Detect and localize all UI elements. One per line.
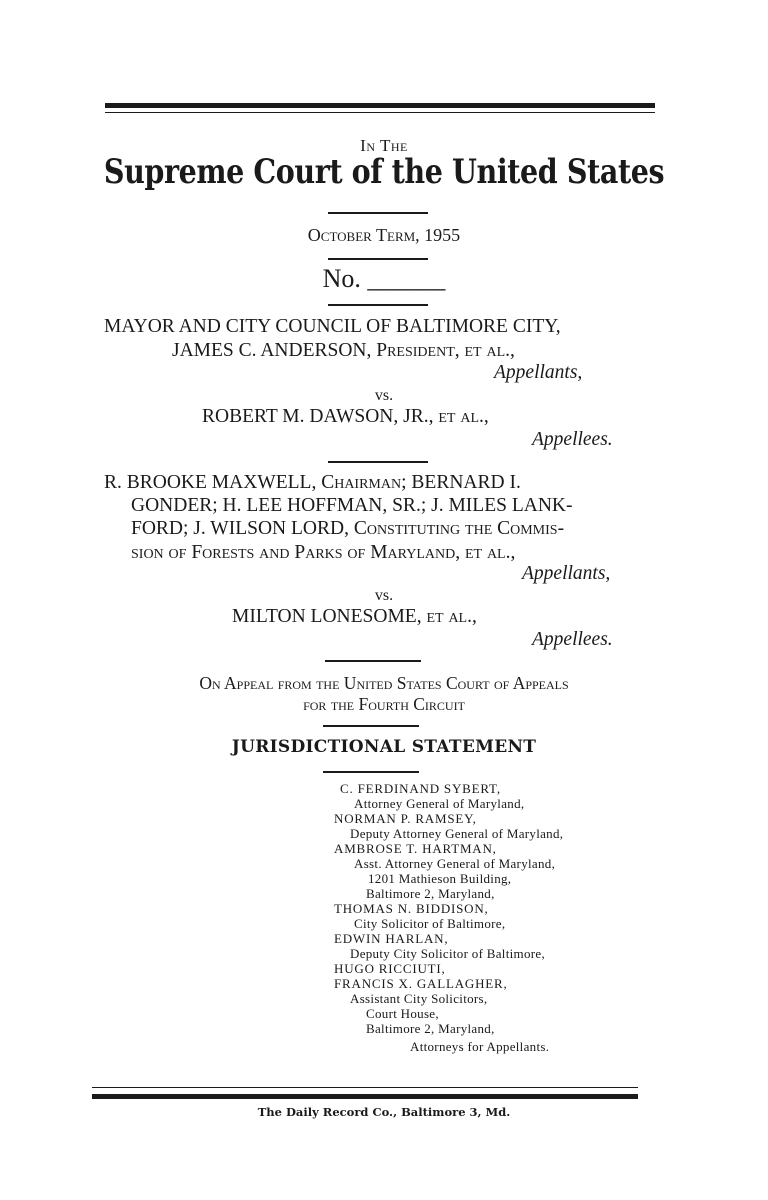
case2-appellee-name: MILTON LONESOME, <box>232 606 427 627</box>
attorney-title: Assistant City Solicitors, <box>350 991 488 1006</box>
attorneys-for: Attorneys for Appellants. <box>410 1039 550 1054</box>
case1-appellees <box>202 405 489 428</box>
appeal-line1: On Appeal from the United States Court of Appeals <box>199 673 569 693</box>
attorney-title: Attorney General of Maryland, <box>354 796 525 811</box>
attorney-address: Baltimore 2, Maryland, <box>366 1021 495 1036</box>
case1-appellee-name: ROBERT M. DAWSON, JR., <box>202 406 439 427</box>
printer-footer: The Daily Record Co., Baltimore 3, Md. <box>257 1105 511 1119</box>
case1-appellants-line1: MAYOR AND CITY COUNCIL OF BALTIMORE CITY, <box>104 316 561 337</box>
case1-appellee-suffix: et al., <box>438 406 489 427</box>
attorney-name: NORMAN P. RAMSEY, <box>334 811 477 826</box>
case1-appellant-title: President, et al., <box>376 340 515 361</box>
attorney-title: Asst. Attorney General of Maryland, <box>354 856 556 871</box>
case2-appellees <box>232 605 477 628</box>
case2-lord: FORD; J. WILSON LORD, <box>131 518 354 539</box>
case2-appellee-suffix: et al., <box>426 606 477 627</box>
attorney-name: C. FERDINAND SYBERT, <box>340 781 501 796</box>
attorney-address: 1201 Mathieson Building, <box>368 871 512 886</box>
case2-appellants-role: Appellants, <box>522 563 611 584</box>
case1-appellants-line2 <box>172 339 515 362</box>
case2-name-maxwell: R. BROOKE MAXWELL, <box>104 472 322 493</box>
case2-line2: GONDER; H. LEE HOFFMAN, SR.; J. MILES LANK- <box>131 495 573 516</box>
case2-chairman: Chairman <box>321 472 402 493</box>
case1-appellant-name: JAMES C. ANDERSON, <box>172 340 377 361</box>
attorney-name: THOMAS N. BIDDISON, <box>334 901 489 916</box>
top-rule-thin <box>105 112 655 113</box>
attorney-name: EDWIN HARLAN, <box>334 931 449 946</box>
statement-title: JURISDICTIONAL STATEMENT <box>231 737 537 757</box>
attorney-name: HUGO RICCIUTI, <box>334 961 446 976</box>
divider <box>328 304 428 306</box>
court-title-wrap <box>0 152 768 192</box>
divider <box>323 725 419 727</box>
court-title: Supreme Court of the United States <box>103 152 665 192</box>
divider <box>328 461 428 463</box>
attorney-title: Deputy City Solicitor of Baltimore, <box>350 946 546 961</box>
divider <box>328 212 428 214</box>
case2-line1-rest: ; BERNARD I. <box>401 472 521 493</box>
attorney-address: Court House, <box>366 1006 439 1021</box>
divider <box>325 660 421 662</box>
divider <box>323 771 419 773</box>
case2-appellees-role: Appellees. <box>532 629 613 650</box>
case-number: No. ______ <box>322 264 446 293</box>
case2-constituting: Constituting the Commis- <box>353 518 565 539</box>
term-line: October Term, 1955 <box>307 225 461 245</box>
case1-appellees-role: Appellees. <box>532 429 613 450</box>
case2-line4: sion of Forests and Parks of Maryland, et al., <box>131 542 516 563</box>
attorney-title: Deputy Attorney General of Maryland, <box>350 826 564 841</box>
case1-vs: vs. <box>374 387 394 404</box>
in-the-label: In The <box>360 136 408 155</box>
case2-vs: vs. <box>374 587 394 604</box>
top-rule-thick <box>105 103 655 108</box>
bottom-rule-thin <box>92 1087 638 1088</box>
bottom-rule-thick <box>92 1094 638 1099</box>
case2-line3 <box>131 517 564 540</box>
case2-line1 <box>104 471 521 494</box>
attorney-name: FRANCIS X. GALLAGHER, <box>334 976 508 991</box>
attorney-name: AMBROSE T. HARTMAN, <box>334 841 497 856</box>
divider <box>328 258 428 260</box>
attorney-title: City Solicitor of Baltimore, <box>354 916 506 931</box>
appeal-line2: for the Fourth Circuit <box>303 694 465 714</box>
attorney-address: Baltimore 2, Maryland, <box>366 886 495 901</box>
case1-appellants-role: Appellants, <box>494 362 583 383</box>
